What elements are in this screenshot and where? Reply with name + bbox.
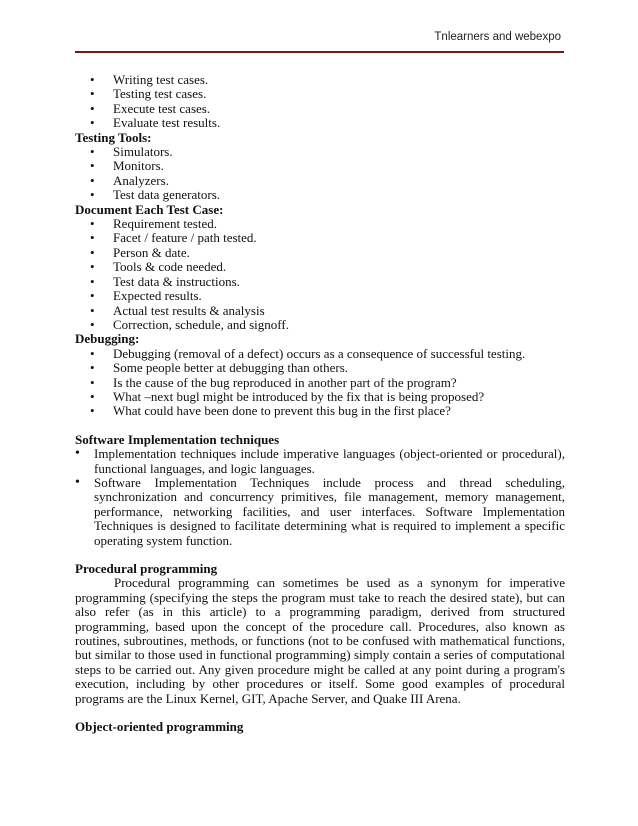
- list-item: • Debugging (removal of a defect) occurs as a consequence of successful testing.: [90, 345, 526, 361]
- bullet-icon: •: [90, 244, 95, 260]
- debugging-list: [75, 347, 565, 419]
- bullet-icon: •: [90, 360, 95, 376]
- debugging-heading: Debugging:: [75, 331, 140, 347]
- object-oriented-heading: Object-oriented programming: [75, 719, 244, 735]
- bullet-icon: •: [90, 259, 95, 275]
- list-item: • Monitors.: [90, 158, 164, 174]
- testing-tools-heading: Testing Tools:: [75, 129, 152, 145]
- intro-list: [75, 73, 565, 131]
- list-item: • Correction, schedule, and signoff.: [90, 316, 289, 332]
- header-rule: [75, 51, 564, 53]
- list-item: • Software Implementation Techniques include process and thread scheduling, synchronization and concurrency primitives, file management, memory management, performance, networking facilities, and user interfaces. Software Implementation Techniques is designed to facilitate determining what is required to implement a specific operating system function.: [75, 474, 565, 548]
- bullet-icon: •: [90, 172, 95, 188]
- procedural-programming-paragraph: Procedural programming can sometimes be used as a synonym for imperative programming (specifying the steps the program must take to reach the desired state), but can also refer (as in this article) to a programming paradigm, derived from structured programming, based upon the concept of the procedure call. Procedures, also known as routines, subroutines, methods, or functions (not to be confused with mathematical functions, but similar to those used in functional programming) simply contain a series of computational steps to be carried out. Any given procedure might be called at any point during a program's execution, including by other procedures or itself. Some good examples of procedural programs are the Linux Kernel, GIT, Apache Server, and Quake III Arena.: [75, 575, 565, 706]
- list-item: • Is the cause of the bug reproduced in another part of the program?: [90, 374, 457, 390]
- list-item: • Facet / feature / path tested.: [90, 230, 257, 246]
- bullet-icon: •: [90, 72, 95, 87]
- page-header-text: Tnlearners and webexpo: [434, 31, 561, 43]
- list-item: • Writing test cases.: [90, 72, 209, 87]
- list-item: • Execute test cases.: [90, 100, 211, 116]
- bullet-icon: •: [75, 446, 80, 462]
- list-item: • Evaluate test results.: [90, 115, 221, 131]
- software-implementation-list: [75, 447, 565, 548]
- document-test-case-list: [75, 217, 565, 332]
- bullet-icon: •: [90, 403, 95, 419]
- bullet-icon: •: [90, 302, 95, 318]
- software-implementation-heading: Software Implementation techniques: [75, 431, 280, 447]
- testing-tools-list: [75, 145, 565, 203]
- bullet-icon: •: [90, 86, 95, 102]
- list-item: • Actual test results & analysis: [90, 302, 265, 318]
- list-item: • Some people better at debugging than others.: [90, 360, 349, 376]
- bullet-icon: •: [90, 345, 95, 361]
- list-item: • Requirement tested.: [90, 216, 217, 232]
- bullet-icon: •: [90, 187, 95, 203]
- list-item: • Analyzers.: [90, 172, 169, 188]
- bullet-icon: •: [90, 216, 95, 232]
- bullet-icon: •: [90, 388, 95, 404]
- bullet-icon: •: [90, 374, 95, 390]
- document-body: [75, 73, 565, 734]
- list-item: • Simulators.: [90, 144, 173, 160]
- bullet-icon: •: [90, 230, 95, 246]
- list-item: • Person & date.: [90, 244, 190, 260]
- bullet-icon: •: [90, 288, 95, 304]
- procedural-programming-heading: Procedural programming: [75, 561, 218, 576]
- list-item: • Testing test cases.: [90, 86, 207, 102]
- list-item: • Tools & code needed.: [90, 259, 227, 275]
- list-item: • Implementation techniques include imperative languages (object-oriented or procedural), functional languages, and logic languages.: [75, 446, 565, 476]
- bullet-icon: •: [90, 273, 95, 289]
- bullet-icon: •: [90, 100, 95, 116]
- list-item: • Test data & instructions.: [90, 273, 240, 289]
- bullet-icon: •: [90, 144, 95, 160]
- bullet-icon: •: [90, 316, 95, 332]
- list-item: • What –next bugl might be introduced by the fix that is being proposed?: [90, 388, 485, 404]
- bullet-icon: •: [90, 158, 95, 174]
- bullet-icon: •: [75, 474, 80, 490]
- list-item: • Test data generators.: [90, 187, 221, 203]
- list-item: • What could have been done to prevent this bug in the first place?: [90, 403, 451, 419]
- document-test-case-heading: Document Each Test Case:: [75, 201, 224, 217]
- bullet-icon: •: [90, 115, 95, 131]
- list-item: • Expected results.: [90, 288, 202, 304]
